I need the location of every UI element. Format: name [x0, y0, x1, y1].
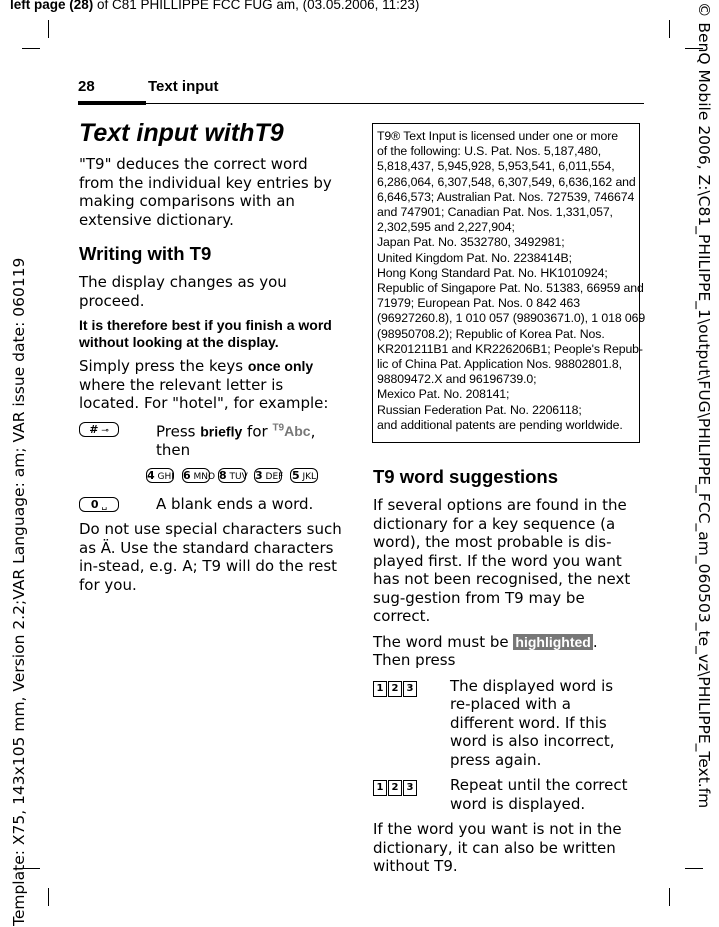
heading-suggestions: T9 word suggestions — [373, 466, 559, 487]
not-in-dictionary-paragraph: If the word you want is not in the dictionary, it can also be written without T9. — [373, 820, 622, 875]
bold-note: It is therefore best if you finish a word without looking at the display. — [79, 317, 332, 350]
patent-line: Russian Federation Pat. No. 2206118; — [377, 402, 582, 417]
zero-key-label: 0 — [90, 497, 99, 511]
patent-notice-box — [372, 123, 646, 443]
simply-text-bold: once only — [247, 358, 314, 374]
press-text-c: , then — [156, 422, 316, 459]
crop-mark — [669, 888, 670, 906]
key-3-icon — [254, 468, 282, 483]
key-num: 3 — [255, 469, 263, 483]
highlighted-badge: highlighted — [515, 633, 591, 650]
must-text-b: . Then press — [373, 632, 598, 669]
must-be-highlighted-paragraph — [373, 633, 638, 670]
patent-line: 2,302,595 and 2,227,904; — [377, 220, 515, 235]
patent-line: of the following: U.S. Pat. Nos. 5,187,480, — [377, 144, 602, 159]
heading-writing: Writing with T9 — [79, 243, 212, 264]
cycle-key: 1 — [373, 681, 387, 697]
left-column — [79, 118, 345, 601]
patent-line: Hong Kong Standard Pat. No. HK1010924; — [377, 265, 608, 280]
key-num: 6 — [183, 469, 191, 483]
key-5-icon — [290, 468, 318, 483]
patent-line: (96927260.8), 1 010 057 (98903671.0), 1 018 069 — [377, 311, 646, 326]
repeat-text: Repeat until the correct word is displayed. — [450, 776, 628, 813]
header-rule — [78, 103, 644, 104]
special-chars-paragraph: Do not use special characters such as Ä. Use the standard characters in-stead, e.g. A; T9 will do the rest for you. — [79, 520, 342, 594]
cycle-row-2 — [373, 776, 638, 813]
press-text — [156, 420, 345, 460]
abc-text: Abc — [284, 423, 311, 440]
patent-line: 71979; European Pat. Nos. 0 842 463 — [377, 296, 580, 311]
crop-mark — [669, 20, 670, 38]
simply-text-b: where the relevant letter is located. For "hotel", for example: — [79, 375, 329, 412]
key-6-icon — [182, 468, 216, 483]
copyright-path: © BenQ Mobile 2006, Z:\C81_PHILIPPE_1\output\FUG\PHILIPPE_FCC_am_060503_te_vz\PHILIPPE_Text.fm — [695, 2, 713, 809]
zero-key-icon: 0 ␣ — [79, 497, 119, 512]
right-column — [373, 466, 638, 883]
page-number: 28 — [78, 78, 95, 95]
cycle-key: 3 — [403, 681, 417, 697]
simply-text-a: Simply press the keys — [79, 357, 248, 375]
several-options-paragraph: If several options are found in the dictionary for a key sequence (a word), the most probable is dis-played first. If the word you want has not been recognised, the next sug-gestion from T9 may be correct. — [373, 496, 631, 625]
patent-line: and 747901; Canadian Pat. Nos. 1,331,057, — [377, 205, 613, 220]
press-text-bold: briefly — [200, 423, 243, 440]
simply-paragraph — [79, 357, 345, 413]
press-text-a: Press — [156, 422, 201, 441]
key-4-icon — [146, 468, 174, 483]
patent-line: 6,646,573; Australian Pat. Nos. 727539, 746674 — [377, 189, 635, 204]
key-letters: JKL — [302, 472, 317, 483]
patent-line: and additional patents are pending worldwide. — [377, 417, 623, 432]
t9abc-label — [272, 423, 310, 439]
displayed-word-text: The displayed word is re-placed with a different word. If this word is also incorrect, press again. — [450, 676, 615, 769]
blank-ends-text: A blank ends a word. — [156, 494, 314, 513]
key-letters: GHI — [157, 472, 174, 483]
print-header-rest: of C81 PHILLIPPE FCC FUG am, (03.05.2006, 11:23) — [93, 0, 420, 12]
patent-line: Mexico Pat. No. 208141; — [377, 387, 510, 402]
page-title: Text input withT9 — [79, 119, 284, 147]
key-letters: TUV — [229, 472, 248, 483]
patent-line: 98809472.X and 96196739.0; — [377, 372, 537, 387]
patent-line: 6,286,064, 6,307,548, 6,307,549, 6,636,162 and — [377, 174, 636, 189]
hash-instruction-row — [79, 420, 345, 460]
cycle-row-1 — [373, 677, 638, 770]
patent-line: 5,818,437, 5,945,928, 5,953,541, 6,011,554, — [377, 159, 615, 174]
display-changes-text: The display changes as you proceed. — [79, 273, 287, 310]
crop-mark — [48, 888, 49, 906]
patent-line: T9® Text Input is licensed under one or more — [377, 129, 618, 143]
header-rule-accent — [78, 101, 146, 105]
patent-line: Republic of Singapore Pat. No. 51383, 66959 and — [377, 281, 644, 296]
print-header-bold: left page (28) — [10, 0, 94, 12]
print-header — [10, 0, 419, 12]
press-text-b: for — [242, 422, 273, 441]
template-info: Template: X75, 143x105 mm, Version 2.2;VAR Language: am; VAR issue date: 060119 — [10, 257, 28, 926]
hash-key-icon: # ⊸ — [79, 422, 119, 437]
key-letters: DEF — [265, 472, 284, 483]
patent-line: (98950708.2); Republic of Korea Pat. Nos. — [377, 326, 605, 341]
cycle-keys-icon — [373, 780, 417, 796]
cycle-key: 1 — [373, 780, 387, 796]
key-8-icon — [218, 468, 246, 483]
hash-key-label: # — [89, 422, 99, 436]
patent-line: Japan Pat. No. 3532780, 3492981; — [377, 235, 565, 250]
section-title: Text input — [148, 78, 219, 95]
cycle-key: 2 — [388, 780, 402, 796]
cycle-keys-icon — [373, 681, 417, 697]
key-num: 8 — [219, 469, 227, 483]
cycle-key: 3 — [403, 780, 417, 796]
intro-paragraph: "T9" deduces the correct word from the individual key entries by making comparisons with an extensive dictionary. — [79, 155, 332, 229]
patent-line: United Kingdom Pat. No. 2238414B; — [377, 250, 572, 265]
key-num: 5 — [291, 469, 300, 483]
patent-line: lic of China Pat. Application Nos. 98802801.8, — [377, 357, 622, 372]
t9-sup: T9 — [272, 422, 285, 434]
key-num: 4 — [147, 469, 155, 483]
must-text-a: The word must be — [373, 632, 514, 651]
key-letters: MNO — [193, 472, 216, 483]
crop-mark — [48, 20, 49, 38]
zero-instruction-row — [79, 495, 345, 514]
hotel-key-sequence — [146, 466, 345, 485]
cycle-key: 2 — [388, 681, 402, 697]
patent-line: KR201211B1 and KR226206B1; People's Repub- — [377, 341, 643, 356]
